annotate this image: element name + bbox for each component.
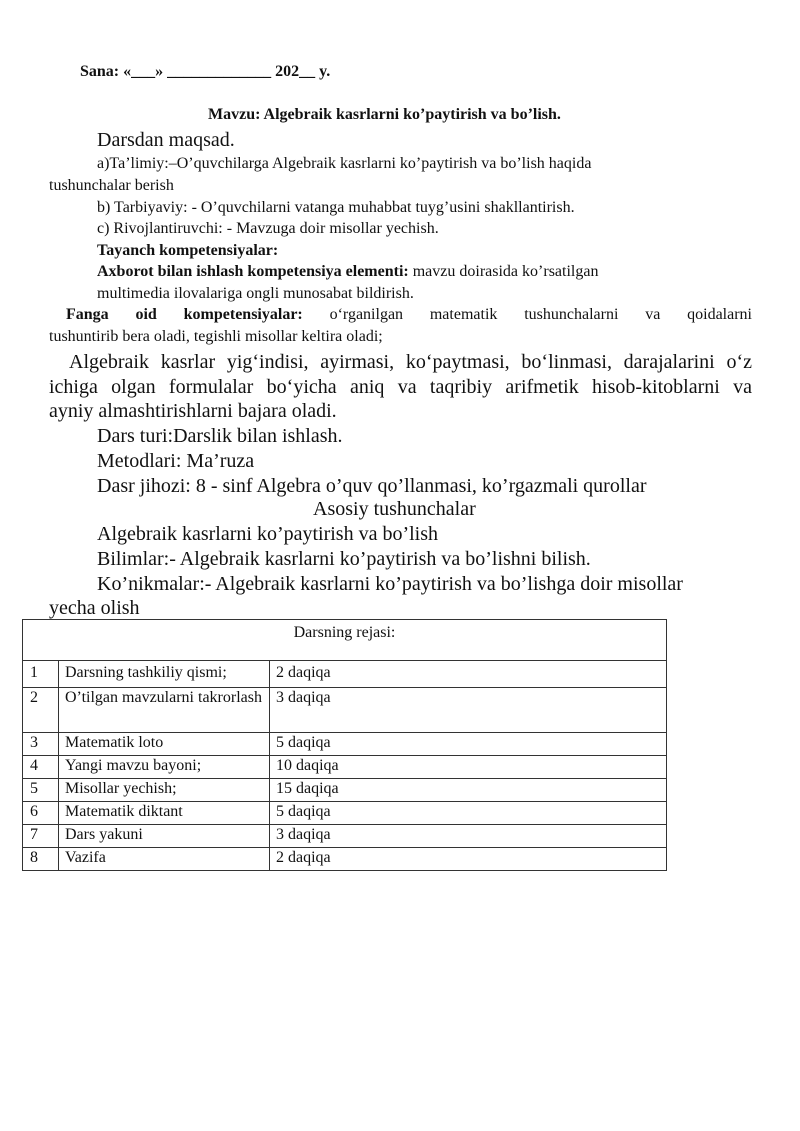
plan-row-duration: 2 daqiqa [270,661,667,688]
plan-row-number: 3 [23,733,59,756]
plan-row-duration: 5 daqiqa [270,733,667,756]
date-line: Sana: «___» _____________ 202__ y. [80,63,331,80]
plan-row [23,779,667,802]
goal-heading: Darsdan maqsad. [97,129,235,151]
plan-row [23,802,667,825]
plan-row-number: 8 [23,848,59,871]
plan-row-duration: 5 daqiqa [270,802,667,825]
goal-a-line2: tushunchalar berish [49,177,174,194]
lesson-methods: Metodlari: Ma’ruza [97,450,255,472]
plan-row-number: 7 [23,825,59,848]
plan-row [23,733,667,756]
plan-row-duration: 10 daqiqa [270,756,667,779]
plan-row [23,756,667,779]
info-competence-text: mavzu doirasida ko’rsatilgan [408,263,599,280]
plan-row-number: 4 [23,756,59,779]
paragraph-line2: ichiga olgan formulalar bo‘yicha aniq va taqribiy arifmetik hisob-kitoblarni va [49,376,752,398]
paragraph-line1: Algebraik kasrlar yig‘indisi, ayirmasi, ko‘paytmasi, bo‘linmasi, darajalarini o‘z [69,351,752,373]
plan-row-duration: 2 daqiqa [270,848,667,871]
plan-heading: Darsning rejasi: [23,620,667,661]
paragraph-line3: ayniy almashtirishlarni bajara oladi. [49,400,337,422]
plan-row [23,848,667,871]
info-competence-label: Axborot bilan ishlash kompetensiya elementi: [97,263,409,280]
lesson-plan-table [22,619,667,871]
plan-row-activity: O’tilgan mavzularni takrorlash [59,688,270,733]
subject-competence-line1 [66,306,752,324]
goal-c: c) Rivojlantiruvchi: - Mavzuga doir misollar yechish. [97,220,439,237]
plan-row-activity: Yangi mavzu bayoni; [59,756,270,779]
plan-row-activity: Vazifa [59,848,270,871]
plan-row-number: 5 [23,779,59,802]
competences-heading: Tayanch kompetensiyalar: [97,242,279,259]
plan-row-activity: Dars yakuni [59,825,270,848]
skills-line1: Ko’nikmalar:- Algebraik kasrlarni ko’paytirish va bo’lishga doir misollar [97,573,683,595]
plan-header-row [23,620,667,661]
goal-b: b) Tarbiyaviy: - O’quvchilarni vatanga muhabbat tuyg’usini shakllantirish. [97,199,575,216]
concepts-heading: Asosiy tushunchalar [313,498,476,520]
goal-a-line1: a)Ta’limiy:–O’quvchilarga Algebraik kasrlarni ko’paytirish va bo’lish haqida [97,155,592,172]
subject-competence-line2: tushuntirib bera oladi, tegishli misollar keltira oladi; [49,328,383,345]
plan-row [23,661,667,688]
plan-row-number: 1 [23,661,59,688]
subject-competence-text: o‘rganilgan matematik tushunchalarni va qoidalarni [302,306,753,323]
plan-row [23,825,667,848]
lesson-type: Dars turi:Darslik bilan ishlash. [97,425,343,447]
plan-row-duration: 15 daqiqa [270,779,667,802]
subject-competence-label: Fanga oid kompetensiyalar: [66,306,303,323]
plan-row-activity: Matematik diktant [59,802,270,825]
concepts-text: Algebraik kasrlarni ko’paytirish va bo’lish [97,523,439,545]
plan-row-duration: 3 daqiqa [270,825,667,848]
plan-row [23,688,667,733]
plan-row-number: 6 [23,802,59,825]
plan-row-duration: 3 daqiqa [270,688,667,733]
plan-row-activity: Darsning tashkiliy qismi; [59,661,270,688]
skills-line2: yecha olish [49,597,140,619]
lesson-equipment: Dasr jihozi: 8 - sinf Algebra o’quv qo’llanmasi, ko’rgazmali qurollar [97,475,647,497]
plan-row-number: 2 [23,688,59,733]
info-competence-line2: multimedia ilovalariga ongli munosabat bildirish. [97,285,414,302]
plan-row-activity: Matematik loto [59,733,270,756]
knowledge-text: Bilimlar:- Algebraik kasrlarni ko’paytirish va bo’lishni bilish. [97,548,591,570]
plan-row-activity: Misollar yechish; [59,779,270,802]
topic-title: Mavzu: Algebraik kasrlarni ko’paytirish va bo’lish. [208,106,561,123]
info-competence-line1 [97,263,598,281]
